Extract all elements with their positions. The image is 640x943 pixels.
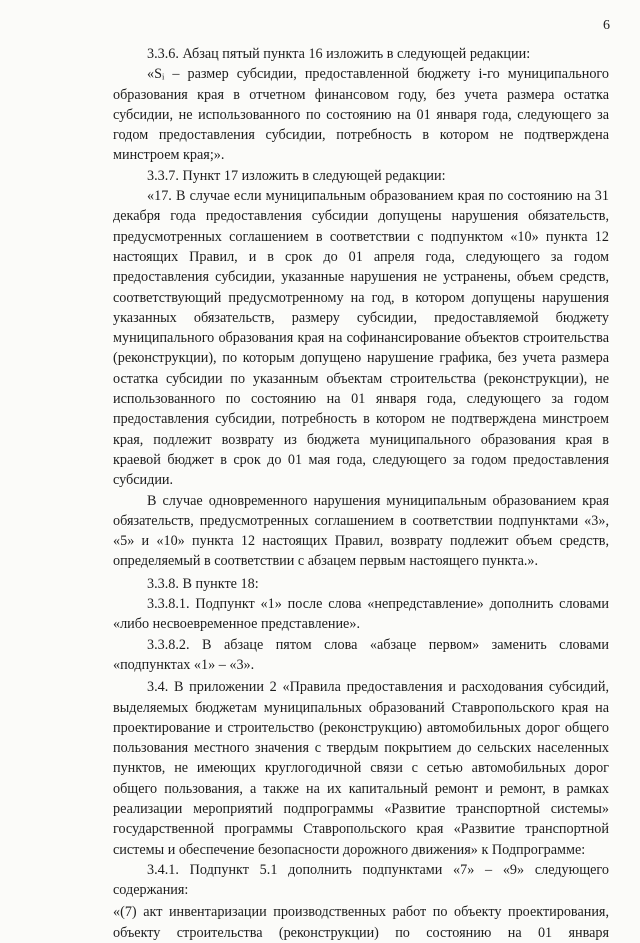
paragraph: 3.3.6. Абзац пятый пункта 16 изложить в следующей редакции: <box>147 46 531 62</box>
paragraph: В случае одновременного нарушения муниципальным образованием края обязательств, предусмотренных соглашением в соответствии подпунктами «3», «5» и «10» пункта 12 настоящих Правил, возврату подлежит объем средств, определяемый в соответствии с абзацем первым настоящего пункта.». <box>113 492 609 570</box>
page-number: 6 <box>603 18 610 33</box>
paragraph: 3.3.8. В пункте 18: <box>147 575 259 592</box>
document-body <box>113 44 609 943</box>
paragraph: 3.3.8.1. Подпункт «1» после слова «непредставление» дополнить словами «либо несвоевременное представление». <box>113 596 609 633</box>
paragraph: «(7) акт инвентаризации производственных работ по объекту проектирования, объекту строительства (реконструкции) по состоянию на 01 января <box>113 904 609 941</box>
paragraph: 3.4. В приложении 2 «Правила предоставления и расходования субсидий, выделяемых бюджетам муниципальных образований Ставропольского края на проектирование и строительство (реконструкцию) автомобильных дорог общего пользования местного значения с твердым покрытием до сельских населенных пунктов, не имеющих круглогодичной связи с сетью автомобильных дорог общего пользования, а также на их капитальный ремонт и ремонт, в рамках реализации мероприятий подпрограммы «Развитие транспортной системы» государственной программы Ставропольского края «Развитие транспортной системы и обеспечение безопасности дорожного движения» к Подпрограмме: <box>113 679 609 858</box>
paragraph: «17. В случае если муниципальным образованием края по состоянию на 31 декабря года предоставления субсидии допущены нарушения обязательств, предусмотренных соглашением в соответствии с подпунктом «10» пункта 12 настоящих Правил, и в срок до 01 апреля года, следующего за годом предоставления субсидии, указанные нарушения не устранены, объем средств, соответствующий предусмотренному на год, в котором допущены нарушения указанных обязательств, размеру субсидии, предоставляемой бюджету муниципального образования края на софинансирование объектов строительства (реконструкции), по которым допущено нарушение графика, без учета размера остатка субсидии по указанным объектам строительства (реконструкции), не использованного по состоянию на 01 января года, следующего за годом предоставления субсидии, потребность в котором не подтверждена минстроем края, подлежит возврату из бюджета муниципального образования края в краевой бюджет в срок до 01 мая года, следующего за годом предоставления субсидии. <box>113 188 609 489</box>
paragraph: 3.3.8.2. В абзаце пятом слова «абзаце первом» заменить словами «подпунктах «1» – «3». <box>113 636 609 673</box>
paragraph: «Sᵢ – размер субсидии, предоставленной бюджету i-го муниципального образования края в отчетном финансовом году, без учета размера остатка субсидии, не использованного по состоянию на 01 января года, следующего за годом предоставления субсидии, потребность в котором не подтверждена минстроем края;». <box>113 66 609 164</box>
paragraph: 3.3.7. Пункт 17 изложить в следующей редакции: <box>147 167 446 184</box>
paragraph: 3.4.1. Подпункт 5.1 дополнить подпунктами «7» – «9» следующего содержания: <box>113 861 609 899</box>
